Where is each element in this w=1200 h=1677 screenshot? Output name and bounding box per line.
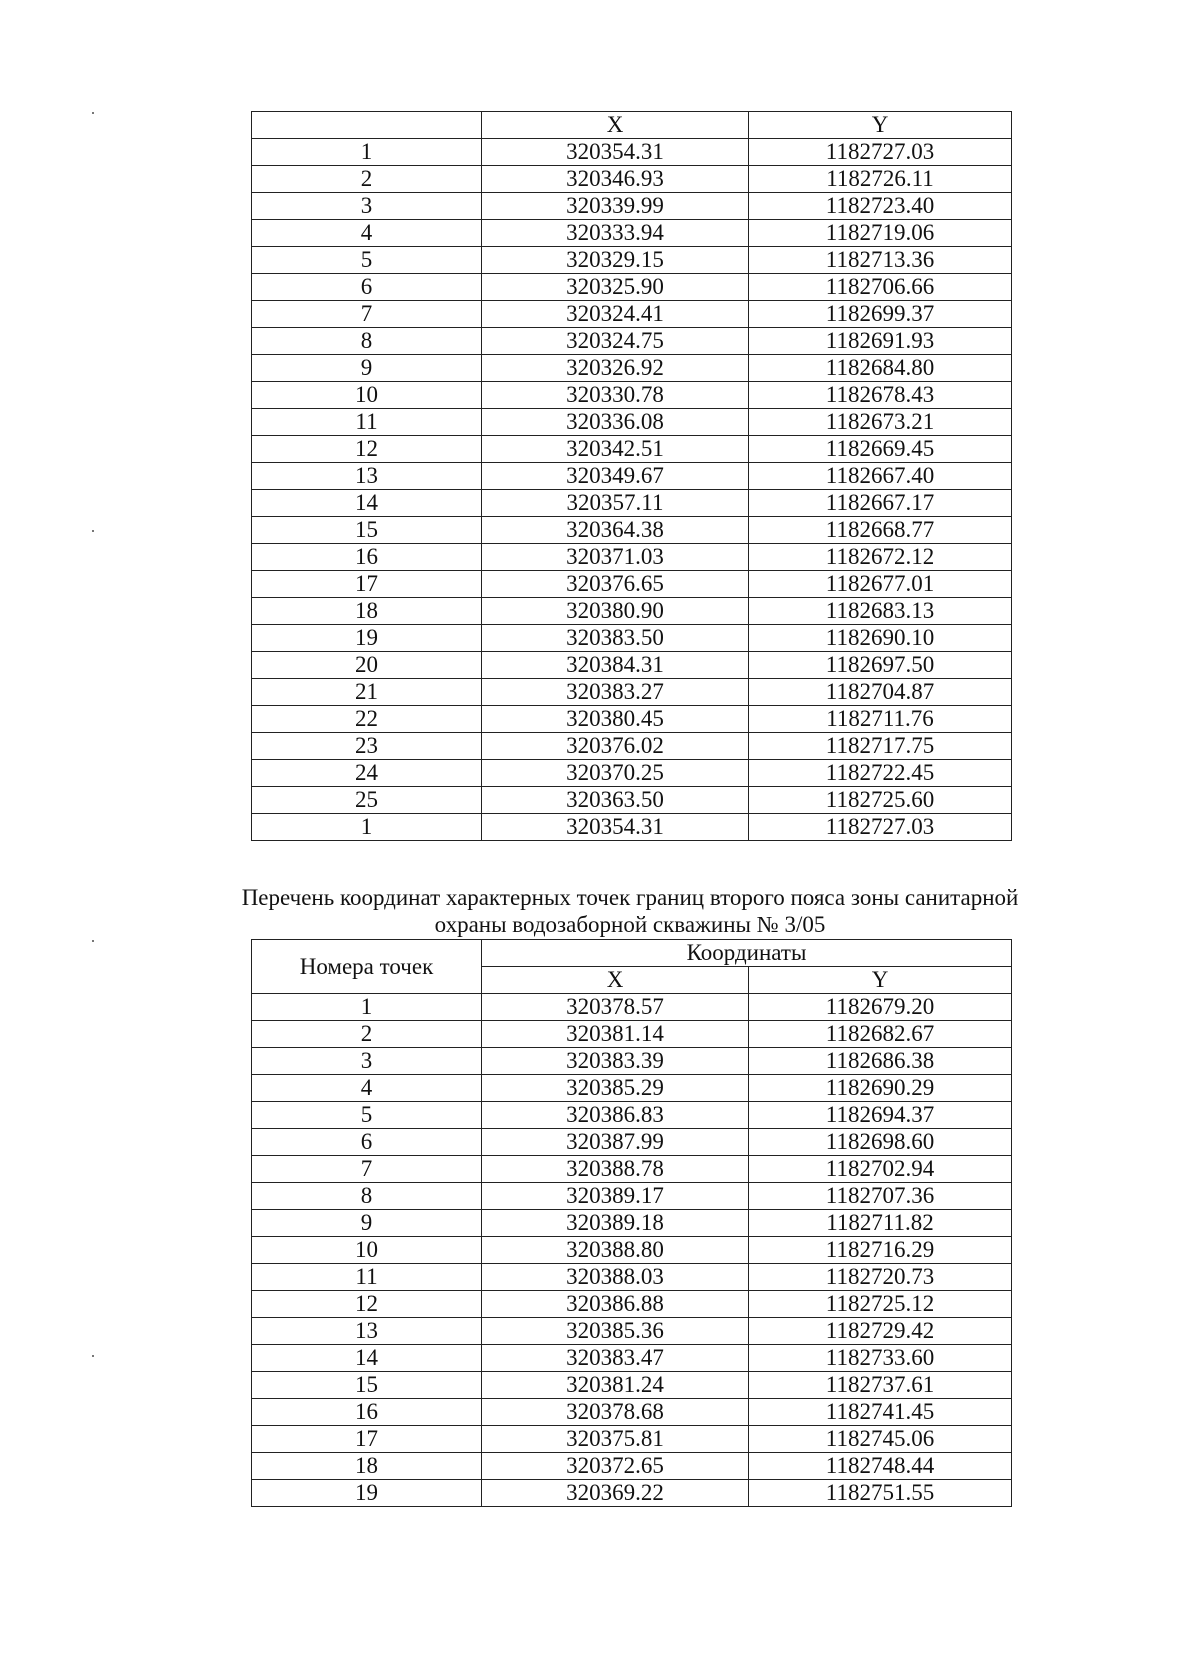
caption-line-2: охраны водозаборной скважины № 3/05 bbox=[434, 912, 826, 937]
point-number-cell: 22 bbox=[252, 706, 482, 733]
x-coordinate-cell: 320329.15 bbox=[482, 247, 749, 274]
y-coordinate-cell: 1182717.75 bbox=[749, 733, 1012, 760]
x-coordinate-cell: 320371.03 bbox=[482, 544, 749, 571]
table-row bbox=[252, 1210, 1012, 1237]
table-row bbox=[252, 1075, 1012, 1102]
point-number-cell: 18 bbox=[252, 598, 482, 625]
point-number-cell: 9 bbox=[252, 1210, 482, 1237]
x-coordinate-cell: 320376.02 bbox=[482, 733, 749, 760]
y-coordinate-cell: 1182690.29 bbox=[749, 1075, 1012, 1102]
table-row bbox=[252, 463, 1012, 490]
table-row bbox=[252, 517, 1012, 544]
y-coordinate-cell: 1182748.44 bbox=[749, 1453, 1012, 1480]
table-row bbox=[252, 706, 1012, 733]
point-number-cell: 25 bbox=[252, 787, 482, 814]
y-coordinate-cell: 1182745.06 bbox=[749, 1426, 1012, 1453]
x-coordinate-cell: 320364.38 bbox=[482, 517, 749, 544]
point-number-cell: 16 bbox=[252, 544, 482, 571]
table-row bbox=[252, 1048, 1012, 1075]
table-row bbox=[252, 652, 1012, 679]
y-coordinate-cell: 1182679.20 bbox=[749, 994, 1012, 1021]
point-number-cell: 4 bbox=[252, 1075, 482, 1102]
table-row bbox=[252, 1264, 1012, 1291]
y-coordinate-cell: 1182673.21 bbox=[749, 409, 1012, 436]
x-coordinate-cell: 320333.94 bbox=[482, 220, 749, 247]
point-number-cell: 17 bbox=[252, 1426, 482, 1453]
x-coordinate-cell: 320383.47 bbox=[482, 1345, 749, 1372]
x-coordinate-cell: 320385.36 bbox=[482, 1318, 749, 1345]
x-coordinate-cell: 320380.90 bbox=[482, 598, 749, 625]
point-number-cell: 15 bbox=[252, 517, 482, 544]
table-row bbox=[252, 220, 1012, 247]
table-row bbox=[252, 490, 1012, 517]
table-row bbox=[252, 814, 1012, 841]
x-coordinate-cell: 320389.18 bbox=[482, 1210, 749, 1237]
point-number-cell: 1 bbox=[252, 994, 482, 1021]
x-coordinate-cell: 320330.78 bbox=[482, 382, 749, 409]
y-coordinate-cell: 1182698.60 bbox=[749, 1129, 1012, 1156]
table-header-row bbox=[252, 940, 1012, 967]
point-number-cell: 13 bbox=[252, 463, 482, 490]
x-column-header: X bbox=[482, 112, 749, 139]
coordinates-table-second bbox=[251, 939, 1012, 1507]
y-coordinate-cell: 1182723.40 bbox=[749, 193, 1012, 220]
y-column-header: Y bbox=[749, 112, 1012, 139]
y-coordinate-cell: 1182725.12 bbox=[749, 1291, 1012, 1318]
y-coordinate-cell: 1182683.13 bbox=[749, 598, 1012, 625]
y-coordinate-cell: 1182733.60 bbox=[749, 1345, 1012, 1372]
point-number-cell: 1 bbox=[252, 814, 482, 841]
y-coordinate-cell: 1182711.82 bbox=[749, 1210, 1012, 1237]
point-number-cell: 19 bbox=[252, 1480, 482, 1507]
x-coordinate-cell: 320386.88 bbox=[482, 1291, 749, 1318]
point-number-cell: 10 bbox=[252, 382, 482, 409]
table-row bbox=[252, 1453, 1012, 1480]
point-number-cell: 19 bbox=[252, 625, 482, 652]
y-coordinate-cell: 1182672.12 bbox=[749, 544, 1012, 571]
y-coordinate-cell: 1182720.73 bbox=[749, 1264, 1012, 1291]
x-coordinate-cell: 320388.78 bbox=[482, 1156, 749, 1183]
table-row bbox=[252, 571, 1012, 598]
y-coordinate-cell: 1182711.76 bbox=[749, 706, 1012, 733]
table-row bbox=[252, 598, 1012, 625]
x-coordinate-cell: 320380.45 bbox=[482, 706, 749, 733]
x-coordinate-cell: 320388.03 bbox=[482, 1264, 749, 1291]
y-coordinate-cell: 1182678.43 bbox=[749, 382, 1012, 409]
x-coordinate-cell: 320383.39 bbox=[482, 1048, 749, 1075]
table-row bbox=[252, 301, 1012, 328]
table-row bbox=[252, 994, 1012, 1021]
point-number-cell: 9 bbox=[252, 355, 482, 382]
point-number-cell: 18 bbox=[252, 1453, 482, 1480]
point-number-header bbox=[252, 112, 482, 139]
point-number-cell: 2 bbox=[252, 166, 482, 193]
table-row bbox=[252, 193, 1012, 220]
table-body bbox=[252, 139, 1012, 841]
table-caption bbox=[180, 884, 1080, 938]
table-row bbox=[252, 382, 1012, 409]
point-number-cell: 21 bbox=[252, 679, 482, 706]
table-row bbox=[252, 328, 1012, 355]
y-coordinate-cell: 1182722.45 bbox=[749, 760, 1012, 787]
scan-speck bbox=[92, 530, 94, 532]
table-row bbox=[252, 436, 1012, 463]
point-number-cell: 20 bbox=[252, 652, 482, 679]
table-row bbox=[252, 1129, 1012, 1156]
point-number-cell: 3 bbox=[252, 193, 482, 220]
x-coordinate-cell: 320381.24 bbox=[482, 1372, 749, 1399]
table-row bbox=[252, 787, 1012, 814]
point-number-header: Номера точек bbox=[252, 940, 482, 994]
point-number-cell: 17 bbox=[252, 571, 482, 598]
y-coordinate-cell: 1182729.42 bbox=[749, 1318, 1012, 1345]
table-row bbox=[252, 1021, 1012, 1048]
x-coordinate-cell: 320387.99 bbox=[482, 1129, 749, 1156]
table-row bbox=[252, 1318, 1012, 1345]
x-coordinate-cell: 320385.29 bbox=[482, 1075, 749, 1102]
table-row bbox=[252, 1237, 1012, 1264]
point-number-cell: 6 bbox=[252, 1129, 482, 1156]
table-body bbox=[252, 994, 1012, 1507]
x-coordinate-cell: 320381.14 bbox=[482, 1021, 749, 1048]
x-coordinate-cell: 320376.65 bbox=[482, 571, 749, 598]
x-coordinate-cell: 320336.08 bbox=[482, 409, 749, 436]
table-row bbox=[252, 355, 1012, 382]
y-coordinate-cell: 1182713.36 bbox=[749, 247, 1012, 274]
y-coordinate-cell: 1182699.37 bbox=[749, 301, 1012, 328]
y-coordinate-cell: 1182668.77 bbox=[749, 517, 1012, 544]
table-row bbox=[252, 1291, 1012, 1318]
y-coordinate-cell: 1182691.93 bbox=[749, 328, 1012, 355]
point-number-cell: 10 bbox=[252, 1237, 482, 1264]
x-coordinate-cell: 320375.81 bbox=[482, 1426, 749, 1453]
scan-speck bbox=[92, 112, 94, 114]
point-number-cell: 5 bbox=[252, 247, 482, 274]
point-number-cell: 2 bbox=[252, 1021, 482, 1048]
y-coordinate-cell: 1182677.01 bbox=[749, 571, 1012, 598]
x-column-header: X bbox=[482, 967, 749, 994]
point-number-cell: 14 bbox=[252, 1345, 482, 1372]
table-row bbox=[252, 247, 1012, 274]
y-coordinate-cell: 1182694.37 bbox=[749, 1102, 1012, 1129]
y-coordinate-cell: 1182737.61 bbox=[749, 1372, 1012, 1399]
x-coordinate-cell: 320349.67 bbox=[482, 463, 749, 490]
table-row bbox=[252, 166, 1012, 193]
point-number-cell: 3 bbox=[252, 1048, 482, 1075]
scan-speck bbox=[92, 1355, 94, 1357]
point-number-cell: 5 bbox=[252, 1102, 482, 1129]
point-number-cell: 8 bbox=[252, 328, 482, 355]
point-number-cell: 4 bbox=[252, 220, 482, 247]
y-coordinate-cell: 1182669.45 bbox=[749, 436, 1012, 463]
y-coordinate-cell: 1182667.40 bbox=[749, 463, 1012, 490]
point-number-cell: 1 bbox=[252, 139, 482, 166]
y-coordinate-cell: 1182667.17 bbox=[749, 490, 1012, 517]
x-coordinate-cell: 320383.50 bbox=[482, 625, 749, 652]
y-coordinate-cell: 1182727.03 bbox=[749, 139, 1012, 166]
point-number-cell: 12 bbox=[252, 1291, 482, 1318]
point-number-cell: 14 bbox=[252, 490, 482, 517]
x-coordinate-cell: 320372.65 bbox=[482, 1453, 749, 1480]
point-number-cell: 7 bbox=[252, 301, 482, 328]
y-coordinate-cell: 1182719.06 bbox=[749, 220, 1012, 247]
point-number-cell: 23 bbox=[252, 733, 482, 760]
y-coordinate-cell: 1182741.45 bbox=[749, 1399, 1012, 1426]
x-coordinate-cell: 320363.50 bbox=[482, 787, 749, 814]
table-row bbox=[252, 1426, 1012, 1453]
table-row bbox=[252, 679, 1012, 706]
x-coordinate-cell: 320384.31 bbox=[482, 652, 749, 679]
table-row bbox=[252, 1480, 1012, 1507]
table-row bbox=[252, 1372, 1012, 1399]
y-column-header: Y bbox=[749, 967, 1012, 994]
coordinates-header: Координаты bbox=[482, 940, 1012, 967]
y-coordinate-cell: 1182727.03 bbox=[749, 814, 1012, 841]
x-coordinate-cell: 320389.17 bbox=[482, 1183, 749, 1210]
coordinates-table-first bbox=[251, 111, 1012, 841]
point-number-cell: 6 bbox=[252, 274, 482, 301]
x-coordinate-cell: 320378.57 bbox=[482, 994, 749, 1021]
table-row bbox=[252, 139, 1012, 166]
x-coordinate-cell: 320388.80 bbox=[482, 1237, 749, 1264]
x-coordinate-cell: 320342.51 bbox=[482, 436, 749, 463]
point-number-cell: 13 bbox=[252, 1318, 482, 1345]
point-number-cell: 11 bbox=[252, 409, 482, 436]
table-row bbox=[252, 1156, 1012, 1183]
x-coordinate-cell: 320386.83 bbox=[482, 1102, 749, 1129]
x-coordinate-cell: 320354.31 bbox=[482, 814, 749, 841]
y-coordinate-cell: 1182684.80 bbox=[749, 355, 1012, 382]
x-coordinate-cell: 320346.93 bbox=[482, 166, 749, 193]
x-coordinate-cell: 320383.27 bbox=[482, 679, 749, 706]
y-coordinate-cell: 1182704.87 bbox=[749, 679, 1012, 706]
x-coordinate-cell: 320325.90 bbox=[482, 274, 749, 301]
y-coordinate-cell: 1182686.38 bbox=[749, 1048, 1012, 1075]
y-coordinate-cell: 1182682.67 bbox=[749, 1021, 1012, 1048]
point-number-cell: 12 bbox=[252, 436, 482, 463]
y-coordinate-cell: 1182697.50 bbox=[749, 652, 1012, 679]
x-coordinate-cell: 320324.41 bbox=[482, 301, 749, 328]
y-coordinate-cell: 1182751.55 bbox=[749, 1480, 1012, 1507]
table-row bbox=[252, 409, 1012, 436]
y-coordinate-cell: 1182702.94 bbox=[749, 1156, 1012, 1183]
point-number-cell: 8 bbox=[252, 1183, 482, 1210]
caption-line-1: Перечень координат характерных точек границ второго пояса зоны санитарной bbox=[241, 885, 1019, 910]
y-coordinate-cell: 1182706.66 bbox=[749, 274, 1012, 301]
point-number-cell: 15 bbox=[252, 1372, 482, 1399]
x-coordinate-cell: 320324.75 bbox=[482, 328, 749, 355]
x-coordinate-cell: 320357.11 bbox=[482, 490, 749, 517]
point-number-cell: 24 bbox=[252, 760, 482, 787]
table-row bbox=[252, 1102, 1012, 1129]
point-number-cell: 11 bbox=[252, 1264, 482, 1291]
table-row bbox=[252, 1345, 1012, 1372]
point-number-cell: 16 bbox=[252, 1399, 482, 1426]
x-coordinate-cell: 320369.22 bbox=[482, 1480, 749, 1507]
y-coordinate-cell: 1182690.10 bbox=[749, 625, 1012, 652]
x-coordinate-cell: 320354.31 bbox=[482, 139, 749, 166]
table-row bbox=[252, 544, 1012, 571]
table-row bbox=[252, 274, 1012, 301]
x-coordinate-cell: 320370.25 bbox=[482, 760, 749, 787]
table-row bbox=[252, 625, 1012, 652]
table-row bbox=[252, 733, 1012, 760]
x-coordinate-cell: 320326.92 bbox=[482, 355, 749, 382]
y-coordinate-cell: 1182726.11 bbox=[749, 166, 1012, 193]
table-row bbox=[252, 1183, 1012, 1210]
x-coordinate-cell: 320339.99 bbox=[482, 193, 749, 220]
y-coordinate-cell: 1182716.29 bbox=[749, 1237, 1012, 1264]
y-coordinate-cell: 1182725.60 bbox=[749, 787, 1012, 814]
y-coordinate-cell: 1182707.36 bbox=[749, 1183, 1012, 1210]
table-row bbox=[252, 760, 1012, 787]
x-coordinate-cell: 320378.68 bbox=[482, 1399, 749, 1426]
table-header-row bbox=[252, 112, 1012, 139]
scan-speck bbox=[92, 940, 94, 942]
point-number-cell: 7 bbox=[252, 1156, 482, 1183]
table-row bbox=[252, 1399, 1012, 1426]
